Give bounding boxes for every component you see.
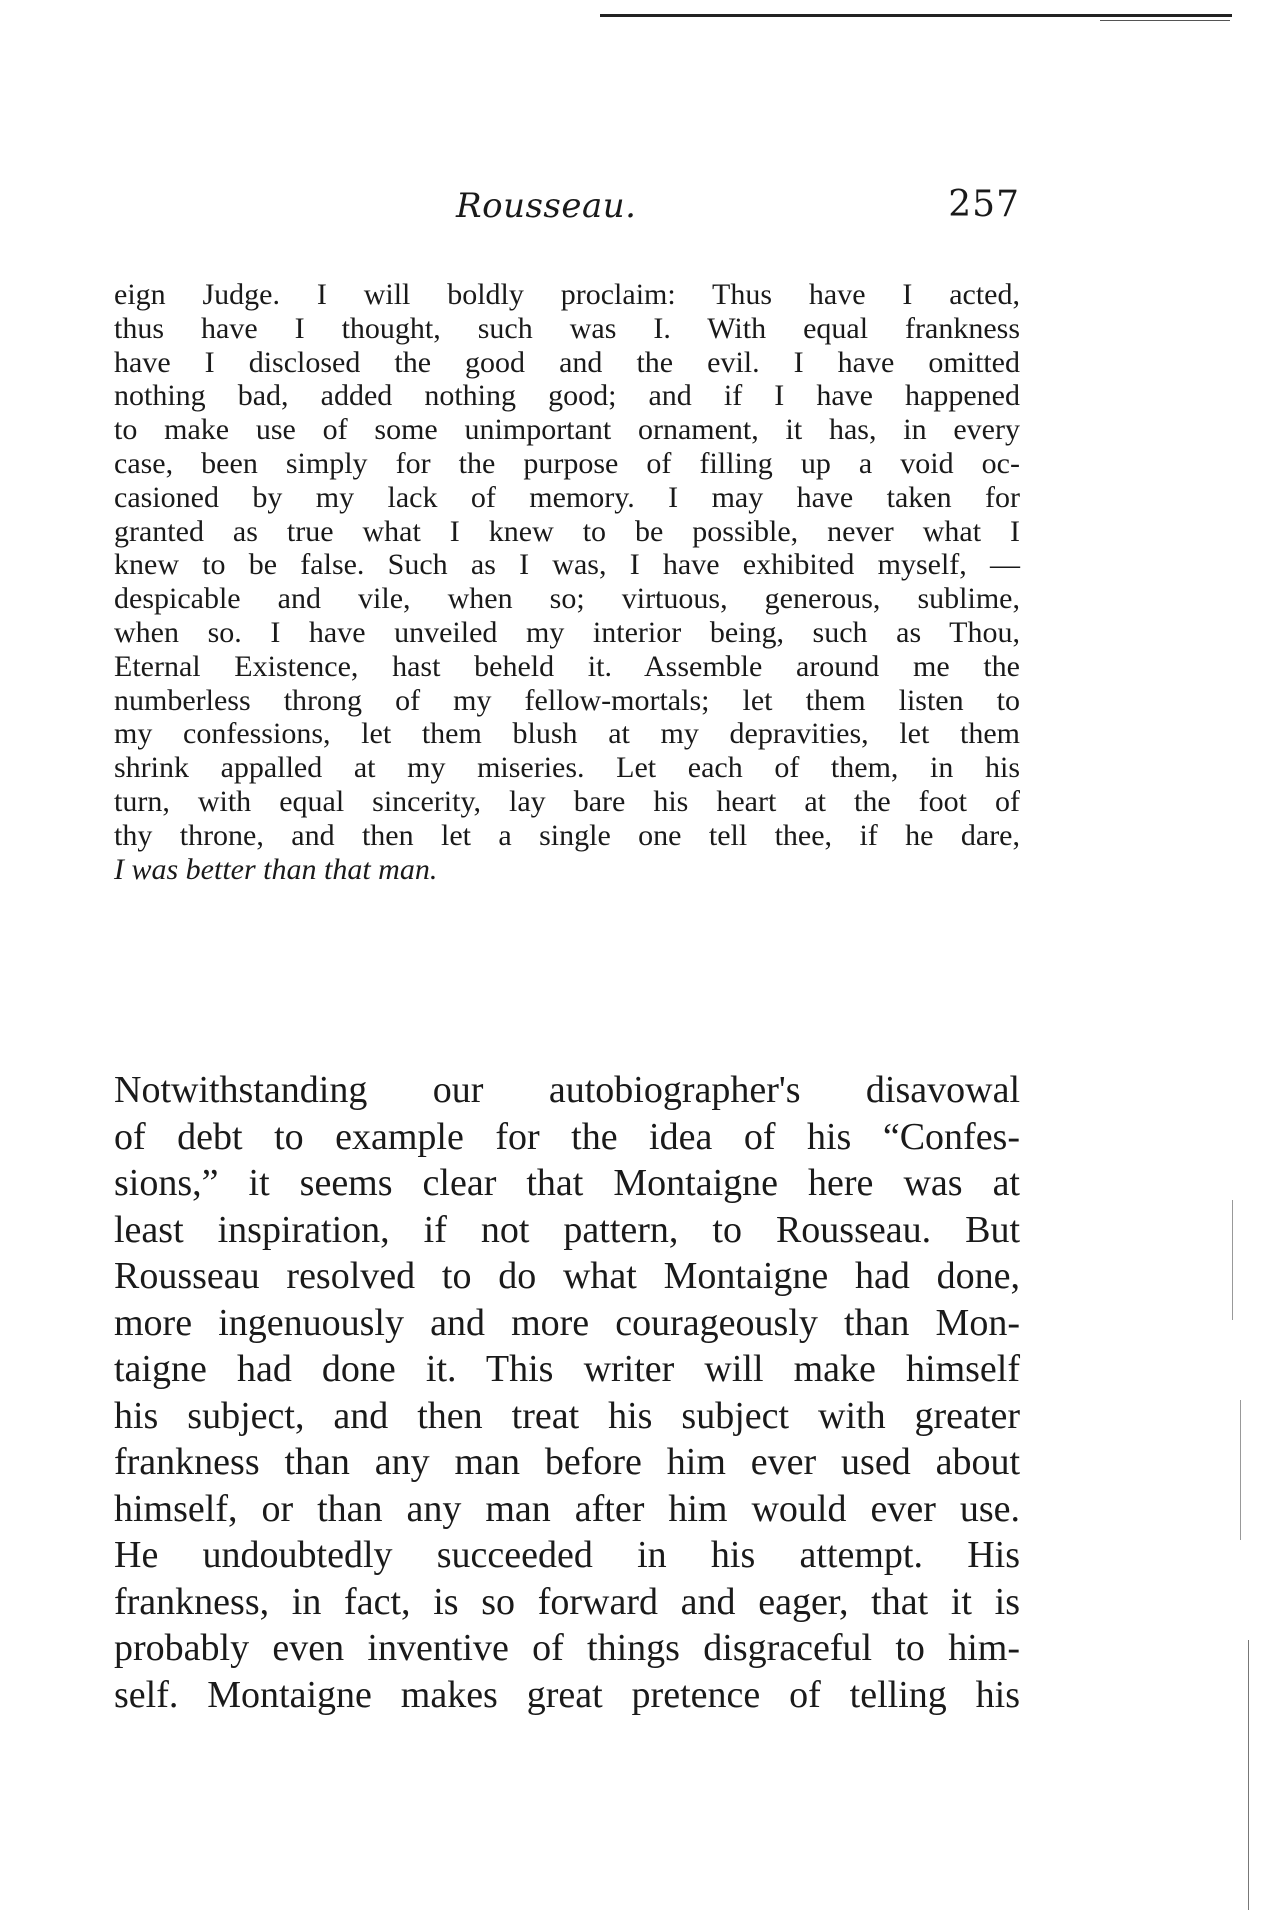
- body-line: self. Montaigne makes great pretence of telling his: [114, 1673, 1020, 1716]
- body-line: Rousseau resolved to do what Montaigne had done,: [114, 1255, 1020, 1297]
- running-head: Rousseau.: [456, 186, 637, 226]
- body-line: taigne had done it. This writer will make himself: [114, 1348, 1020, 1390]
- body-paragraph: [114, 1067, 1020, 1718]
- body-line: probably even inventive of things disgraceful to him-: [114, 1627, 1020, 1669]
- page-number: 257: [948, 184, 1020, 225]
- body-line: of debt to example for the idea of his “Confes-: [114, 1115, 1020, 1158]
- quote-line: have I disclosed the good and the evil. I have omitted: [114, 345, 1020, 379]
- body-line: himself, or than any man after him would ever use.: [114, 1487, 1020, 1530]
- quote-line: nothing bad, added nothing good; and if I have happened: [114, 379, 1020, 413]
- scan-edge-mark: [1240, 1400, 1241, 1540]
- quote-line: when so. I have unveiled my interior being, such as Thou,: [114, 615, 1020, 649]
- body-line: least inspiration, if not pattern, to Rousseau. But: [114, 1208, 1020, 1251]
- quote-line: casioned by my lack of memory. I may have taken for: [114, 480, 1020, 514]
- scan-edge-mark: [1248, 1640, 1249, 1910]
- body-line: sions,” it seems clear that Montaigne here was at: [114, 1162, 1020, 1204]
- page-header: [114, 178, 1020, 238]
- top-rule-secondary: [1100, 20, 1230, 21]
- body-line: He undoubtedly succeeded in his attempt. His: [114, 1534, 1020, 1576]
- quote-line: shrink appalled at my miseries. Let each of them, in his: [114, 751, 1020, 785]
- quoted-passage: [114, 278, 1020, 886]
- quote-line: turn, with equal sincerity, lay bare his heart at the foot of: [114, 784, 1020, 818]
- quote-line: knew to be false. Such as I was, I have exhibited myself, —: [114, 548, 1020, 582]
- top-rule: [600, 14, 1232, 17]
- body-line: more ingenuously and more courageously than Mon-: [114, 1301, 1020, 1344]
- scan-edge-mark: [1232, 1200, 1233, 1320]
- body-line: his subject, and then treat his subject with greater: [114, 1394, 1020, 1437]
- quote-line: my confessions, let them blush at my depravities, let them: [114, 717, 1020, 751]
- quote-line: to make use of some unimportant ornament, it has, in every: [114, 413, 1020, 447]
- quote-closing-line: I was better than that man.: [114, 852, 438, 886]
- quote-line: Eternal Existence, hast beheld it. Assemble around me the: [114, 649, 1020, 683]
- quote-line: case, been simply for the purpose of filling up a void oc-: [114, 446, 1020, 480]
- body-line: Notwithstanding our autobiographer's disavowal: [114, 1069, 1020, 1111]
- body-line: frankness than any man before him ever used about: [114, 1441, 1020, 1483]
- quote-line: eign Judge. I will boldly proclaim: Thus have I acted,: [114, 278, 1020, 311]
- quote-line: granted as true what I knew to be possible, never what I: [114, 514, 1020, 548]
- quote-line: thy throne, and then let a single one tell thee, if he dare,: [114, 818, 1020, 852]
- body-line: frankness, in fact, is so forward and eager, that it is: [114, 1580, 1020, 1623]
- quote-line: thus have I thought, such was I. With equal frankness: [114, 311, 1020, 345]
- quote-line: numberless throng of my fellow-mortals; let them listen to: [114, 683, 1020, 717]
- quote-line: despicable and vile, when so; virtuous, generous, sublime,: [114, 582, 1020, 616]
